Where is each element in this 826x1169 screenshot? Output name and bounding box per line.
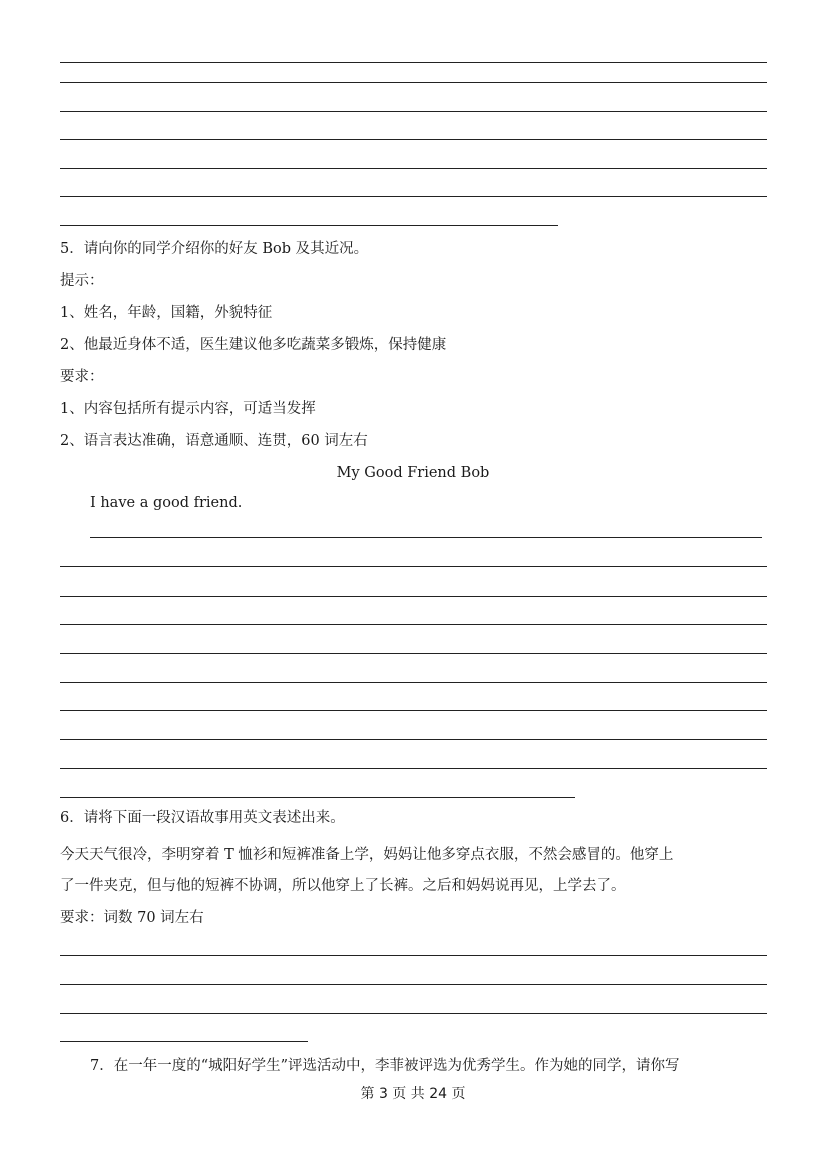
- answer-line: [60, 111, 767, 112]
- answer-line: [60, 682, 767, 683]
- page-footer: 第 3 页 共 24 页: [360, 1086, 466, 1102]
- q5-req-label: 要求：: [60, 369, 104, 385]
- answer-line: [60, 739, 767, 740]
- answer-line: [60, 196, 767, 197]
- q6-requirement: 要求：词数 70 词左右: [60, 910, 204, 926]
- answer-line: [60, 624, 767, 625]
- answer-line: [60, 1013, 767, 1014]
- answer-line: [60, 768, 767, 769]
- q5-heading: 5．请向你的同学介绍你的好友 Bob 及其近况。: [60, 241, 369, 257]
- q6-story: 今天天气很冷，李明穿着 T 恤衫和短裤准备上学，妈妈让他多穿点衣服，不然会感冒的。他穿上: [60, 847, 674, 863]
- answer-line: [60, 82, 767, 83]
- answer-line: [60, 797, 575, 798]
- answer-line: [90, 537, 762, 538]
- answer-line: [60, 955, 767, 956]
- essay-start: I have a good friend.: [90, 495, 243, 511]
- answer-line: [60, 984, 767, 985]
- q5-hint-label: 提示：: [60, 273, 104, 289]
- q6-story: 了一件夹克，但与他的短裤不协调，所以他穿上了长裤。之后和妈妈说再见，上学去了。: [60, 878, 626, 894]
- q5-req: 1、内容包括所有提示内容，可适当发挥: [60, 401, 316, 417]
- q5-hint: 2、他最近身体不适，医生建议他多吃蔬菜多锻炼，保持健康: [60, 337, 447, 353]
- answer-line: [60, 566, 767, 567]
- q5-hint: 1、姓名，年龄，国籍，外貌特征: [60, 305, 273, 321]
- answer-line: [60, 1041, 308, 1042]
- answer-line: [60, 225, 558, 226]
- q7-heading: 7．在一年一度的“城阳好学生”评选活动中，李菲被评选为优秀学生。作为她的同学，请你写: [90, 1058, 680, 1074]
- answer-line: [60, 139, 767, 140]
- q5-req: 2、语言表达准确，语意通顺、连贯，60 词左右: [60, 433, 368, 449]
- answer-line: [60, 62, 767, 63]
- essay-title: My Good Friend Bob: [336, 465, 490, 481]
- answer-line: [60, 710, 767, 711]
- answer-line: [60, 168, 767, 169]
- answer-line: [60, 653, 767, 654]
- q6-heading: 6．请将下面一段汉语故事用英文表述出来。: [60, 810, 345, 826]
- answer-line: [60, 596, 767, 597]
